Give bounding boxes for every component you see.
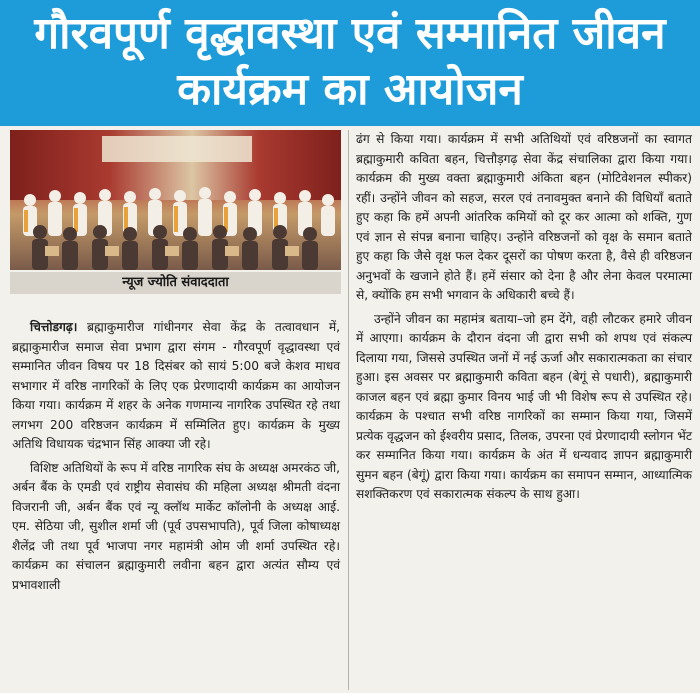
headline-line-1: गौरवपूर्ण वृद्धावस्था एवं सम्मानित जीवन xyxy=(34,8,666,59)
article-column-left xyxy=(12,318,340,595)
paragraph-1-text: ब्रह्माकुमारीज गांधीनगर सेवा केंद्र के तत्वावधान में, ब्रह्माकुमारीज समाज सेवा प्रभाग द्वारा संगम - गौरवपूर्ण वृद्धावस्था एवं सम्मानित जीवन विषय पर 18 दिसंबर को सायं 5:00 बजे केशव माधव सभागार में वरिष्ठ नागरिकों के लिए एक प्रेरणादायी कार्यक्रम का आयोजन किया गया। कार्यक्रम में शहर के अनेक गणमान्य नागरिक उपस्थित रहे तथा लगभग 200 वरिष्ठजन कार्यक्रम में सम्मिलित हुए। कार्यक्रम के मुख्य अतिथि विधायक चंद्रभान सिंह आक्या जी रहे। xyxy=(12,320,341,451)
column-divider xyxy=(348,130,349,690)
headline-banner xyxy=(0,0,700,126)
article-paragraph-4: उन्होंने जीवन का महामंत्र बताया–जो हम देंगे, वही लौटकर हमारे जीवन में आएगा। कार्यक्रम के दौरान वंदना जी द्वारा सभी को शपथ एवं संकल्प दिलाया गया, जिससे उपस्थित जनों में नई ऊर्जा और सकारात्मकता का संचार हुआ। इस अवसर पर ब्रह्माकुमारी कविता बहन (बेगूं से पधारी), ब्रह्माकुमारी काजल बहन एवं ब्रह्मा कुमार विनय भाई जी भी विशेष रूप से उपस्थित रहे। कार्यक्रम के पश्चात सभी वरिष्ठ नागरिकों का सम्मान किया गया, जिसमें प्रत्येक वृद्धजन को ईश्वरीय प्रसाद, तिलक, उपरना एवं प्रेरणादायी स्लोगन भेंट कर सम्मानित किया गया। कार्यक्रम के अंत में धन्यवाद ज्ञापन ब्रह्माकुमारी सुमन बहन (बेगूं) द्वारा किया गया। कार्यक्रम का समापन सम्मान, आध्यात्मिक सशक्तिकरण एवं सकारात्मक संकल्प के साथ हुआ। xyxy=(356,311,692,501)
photo-caption: न्यूज ज्योति संवाददाता xyxy=(10,272,341,294)
article-paragraph-2: विशिष्ट अतिथियों के रूप में वरिष्ठ नागरिक संघ के अध्यक्ष अमरकंठ जी, अर्बन बैंक के एमडी एवं राष्ट्रीय सेवासंघ की महिला अध्यक्ष श्रीमती वंदना विजरानी जी, अर्बन बैंक एवं न्यू क्लॉथ मार्केट कॉलोनी के अध्यक्ष आई. एम. सेठिया जी, सुशील शर्मा जी (पूर्व उपसभापति), पूर्व जिला कोषाध्यक्ष शैलेंद्र जी तथा पूर्व भाजपा नगर महामंत्री ओम जी शर्मा उपस्थित रहे। कार्यक्रम का संचालन ब्रह्माकुमारी लवीना बहन द्वारा अत्यंत सौम्य एवं प्रभावशाली xyxy=(12,460,340,592)
event-photo xyxy=(10,130,341,270)
article-column-right xyxy=(356,130,692,505)
photo-stage-banner xyxy=(102,136,252,162)
article-paragraph-1 xyxy=(12,318,340,455)
photo-group-of-people xyxy=(10,170,341,270)
headline-line-2: कार्यक्रम का आयोजन xyxy=(177,64,523,115)
dateline: चित्तोडगढ़। xyxy=(30,320,78,334)
article-paragraph-3: ढंग से किया गया। कार्यक्रम में सभी अतिथियों एवं वरिष्ठजनों का स्वागत ब्रह्माकुमारी कविता बहन, चित्तौड़गढ़ सेवा केंद्र संचालिका द्वारा किया गया। कार्यक्रम की मुख्य वक्ता ब्रह्माकुमारी अंकिता बहन (मोटिवेशनल स्पीकर) रहीं। उन्होंने जीवन को सहज, सरल एवं तनावमुक्त बनाने की विधियाँ बताते हुए कहा कि हमें अपनी आंतरिक कमियों को दूर कर आत्मा को शक्ति, गुण एवं ज्ञान से संपन्न बनाना चाहिए। उन्होंने वरिष्ठजनों को वृक्ष के समान बताते हुए कहा कि जैसे वृक्ष फल देकर दूसरों का पोषण करता है, वैसे ही वरिष्ठजन अनुभवों के खजाने होते हैं। हमें संसार को देना है और लेना केवल परमात्मा से, क्योंकि हम सभी भगवान के अधिकारी बच्चे हैं। xyxy=(356,132,692,302)
